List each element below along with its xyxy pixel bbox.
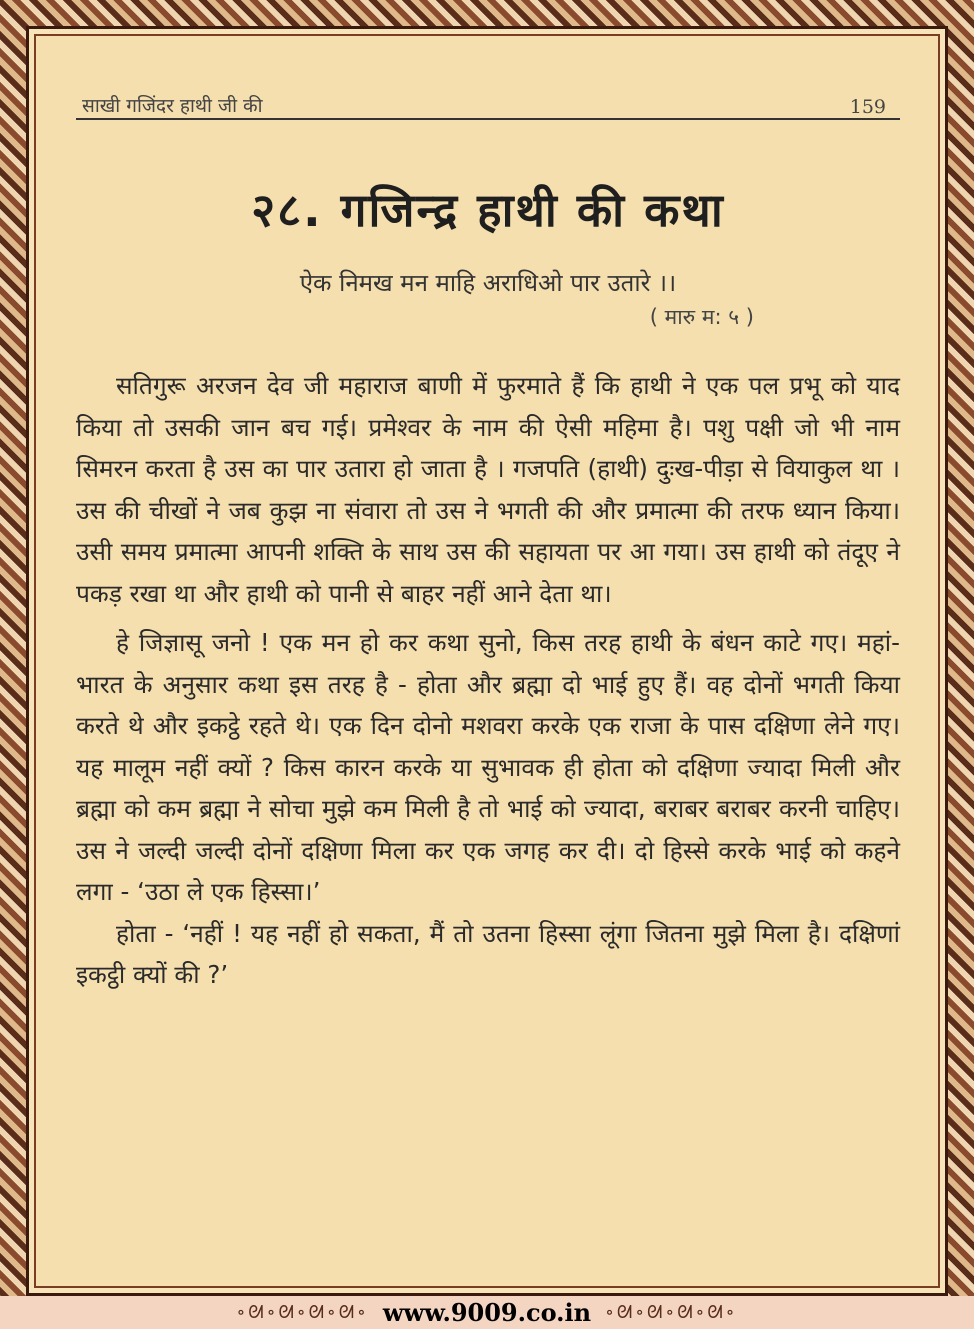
paragraph-3: होता - ‘नहीं ! यह नहीं हो सकता, मैं तो उतना हिस्सा लूंगा जितना मुझे मिला है। दक्षिणां इकट्ठी क्यों की ?’ xyxy=(76,918,900,989)
footer-ornament-left: ∘ᘛ∘ᘛ∘ᘛ∘ᘛ∘ xyxy=(236,1302,369,1323)
paragraph-1: सतिगुरू अरजन देव जी महाराज बाणी में फुरमाते हैं कि हाथी ने एक पल प्रभू को याद किया तो उसकी जान बच गई। प्रमेश्वर के नाम की ऐसी महिमा है। पशु पक्षी जो भी नाम सिमरन करता है उस का पार उतारा हो जाता है । गजपति (हाथी) दुःख-पीड़ा से वियाकुल था । उस की चीखों ने जब कुझ ना संवारा तो उस ने भगती की और प्रमात्मा की तरफ ध्यान किया। उसी समय प्रमात्मा आपनी शक्ति के साथ उस की सहायता पर आ गया। उस हाथी को तंदूए ने पकड़ रखा था और हाथी को पानी से बाहर नहीं आने देता था। xyxy=(76,371,900,608)
footer-ornament-right: ∘ᘛ∘ᘛ∘ᘛ∘ᘛ∘ xyxy=(605,1302,738,1323)
running-title: साखी गजिंदर हाथी जी की xyxy=(82,95,263,117)
page-number: 159 xyxy=(849,96,886,118)
epigraph-verse: ऐक निमख मन माहि अराधिओ पार उतारे ।। xyxy=(299,269,677,297)
paragraph-2: हे जिज्ञासू जनो ! एक मन हो कर कथा सुनो, किस तरह हाथी के बंधन काटे गए। महां-भारत के अनुसार कथा इस तरह है - होता और ब्रह्मा दो भाई हुए हैं। वह दोनों भगती किया करते थे और इकट्ठे रहते थे। एक दिन दोनो मशवरा करके एक राजा के पास दक्षिणा लेने गए। यह मालूम नहीं क्यों ? किस कारन करके या सुभावक ही होता को दक्षिणा ज्यादा मिली और ब्रह्मा को कम ब्रह्मा ने सोचा मुझे कम मिली है तो भाई को ज्यादा, बराबर बराबर करनी चाहिए। उस ने जल्दी जल्दी दोनों दक्षिणा मिला कर एक जगह कर दी। दो हिस्से करके भाई को कहने लगा - ‘उठा ले एक हिस्सा।’ xyxy=(76,628,900,906)
chapter-title: २८. गजिन्द्र हाथी की कथा xyxy=(251,183,725,237)
footer-bar xyxy=(0,1296,974,1329)
book-page xyxy=(36,36,938,1286)
website-link[interactable]: www.9009.co.in xyxy=(382,1298,592,1327)
running-header xyxy=(76,36,900,120)
verse-reference: ( मारु म: ५ ) xyxy=(649,305,754,329)
